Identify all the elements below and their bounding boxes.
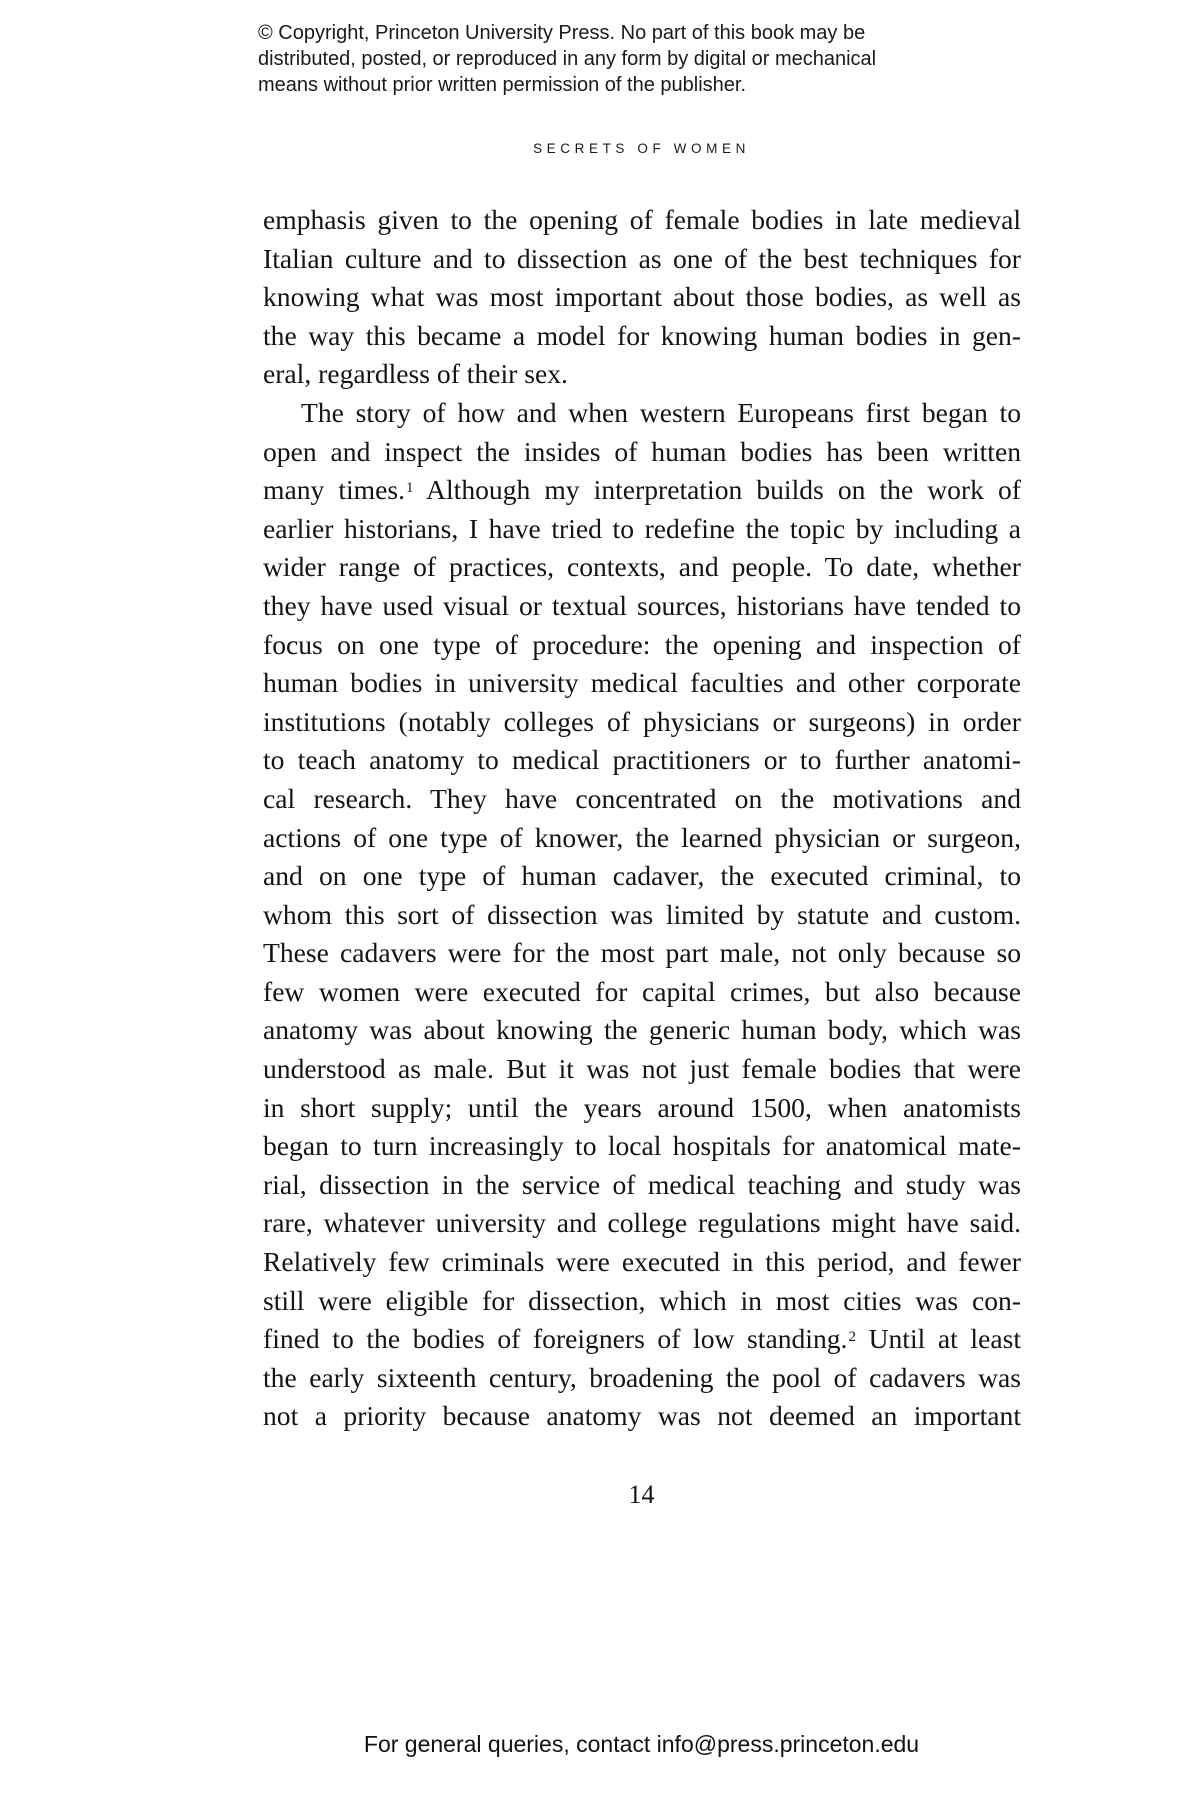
text-line: wider range of practices, contexts, and people. To date, whether (263, 551, 1021, 583)
text-line: cal research. They have concentrated on the motivations and (263, 782, 1021, 814)
copyright-line: © Copyright, Princeton University Press. No part of this book may be (258, 22, 866, 44)
text-line: they have used visual or textual sources, historians have tended to (263, 589, 1021, 621)
page-number: 14 (628, 1480, 655, 1509)
text-line: Italian culture and to dissection as one of the best techniques for (263, 242, 1021, 274)
text-line: institutions (notably colleges of physicians or surgeons) in order (263, 705, 1021, 737)
text-line: actions of one type of knower, the learned physician or surgeon, (263, 821, 1021, 853)
text-line: emphasis given to the opening of female bodies in late medieval (263, 204, 1021, 235)
text-line: still were eligible for dissection, which in most cities was con- (263, 1284, 1021, 1316)
copyright-line: means without prior written permission of the publisher. (258, 74, 747, 96)
text-line: whom this sort of dissection was limited by statute and custom. (263, 898, 1021, 930)
running-head: SECRETS OF WOMEN (533, 141, 750, 156)
text-line: knowing what was most important about those bodies, as well as (263, 281, 1021, 313)
text-line: fined to the bodies of foreigners of low standing.$^2$ Until at least (263, 1323, 1021, 1355)
text-line: began to turn increasingly to local hospitals for anatomical mate- (263, 1130, 1021, 1162)
text-line: in short supply; until the years around 1500, when anatomists (263, 1091, 1021, 1123)
text-line: rare, whatever university and college regulations might have said. (263, 1207, 1021, 1239)
copyright-notice (258, 20, 978, 98)
footnote-marker: 1 (406, 480, 414, 497)
copyright-line: distributed, posted, or reproduced in any form by digital or mechanical (258, 48, 877, 70)
text-line: eral, regardless of their sex. (263, 358, 568, 390)
contact-footer: For general queries, contact info@press.princeton.edu (363, 1731, 920, 1757)
text-line: understood as male. But it was not just female bodies that were (263, 1053, 1021, 1085)
paragraph-start-line: The story of how and when western Europeans first began to (301, 396, 1021, 428)
text-line: focus on one type of procedure: the opening and inspection of (263, 628, 1021, 660)
text-line: Relatively few criminals were executed in this period, and fewer (263, 1246, 1021, 1278)
footnote-marker: 2 (848, 1329, 856, 1346)
text-line: human bodies in university medical faculties and other corporate (263, 667, 1021, 699)
text-line: and on one type of human cadaver, the executed criminal, to (263, 860, 1021, 892)
text-line: not a priority because anatomy was not deemed an important (263, 1400, 1021, 1432)
text-line: anatomy was about knowing the generic human body, which was (263, 1014, 1021, 1046)
text-line: the way this became a model for knowing human bodies in gen- (263, 319, 1021, 351)
text-line: to teach anatomy to medical practitioners or to further anatomi- (263, 744, 1021, 776)
text-line: rial, dissection in the service of medical teaching and study was (263, 1168, 1021, 1200)
text-line: the early sixteenth century, broadening the pool of cadavers was (263, 1361, 1021, 1393)
text-line: open and inspect the insides of human bodies has been written (263, 435, 1021, 467)
text-line: These cadavers were for the most part male, not only because so (263, 937, 1021, 969)
text-line: few women were executed for capital crimes, but also because (263, 975, 1021, 1007)
body-text (263, 201, 1021, 1436)
text-line: many times.$^1$ Although my interpretation builds on the work of (263, 474, 1021, 506)
text-line: earlier historians, I have tried to redefine the topic by including a (263, 512, 1021, 544)
